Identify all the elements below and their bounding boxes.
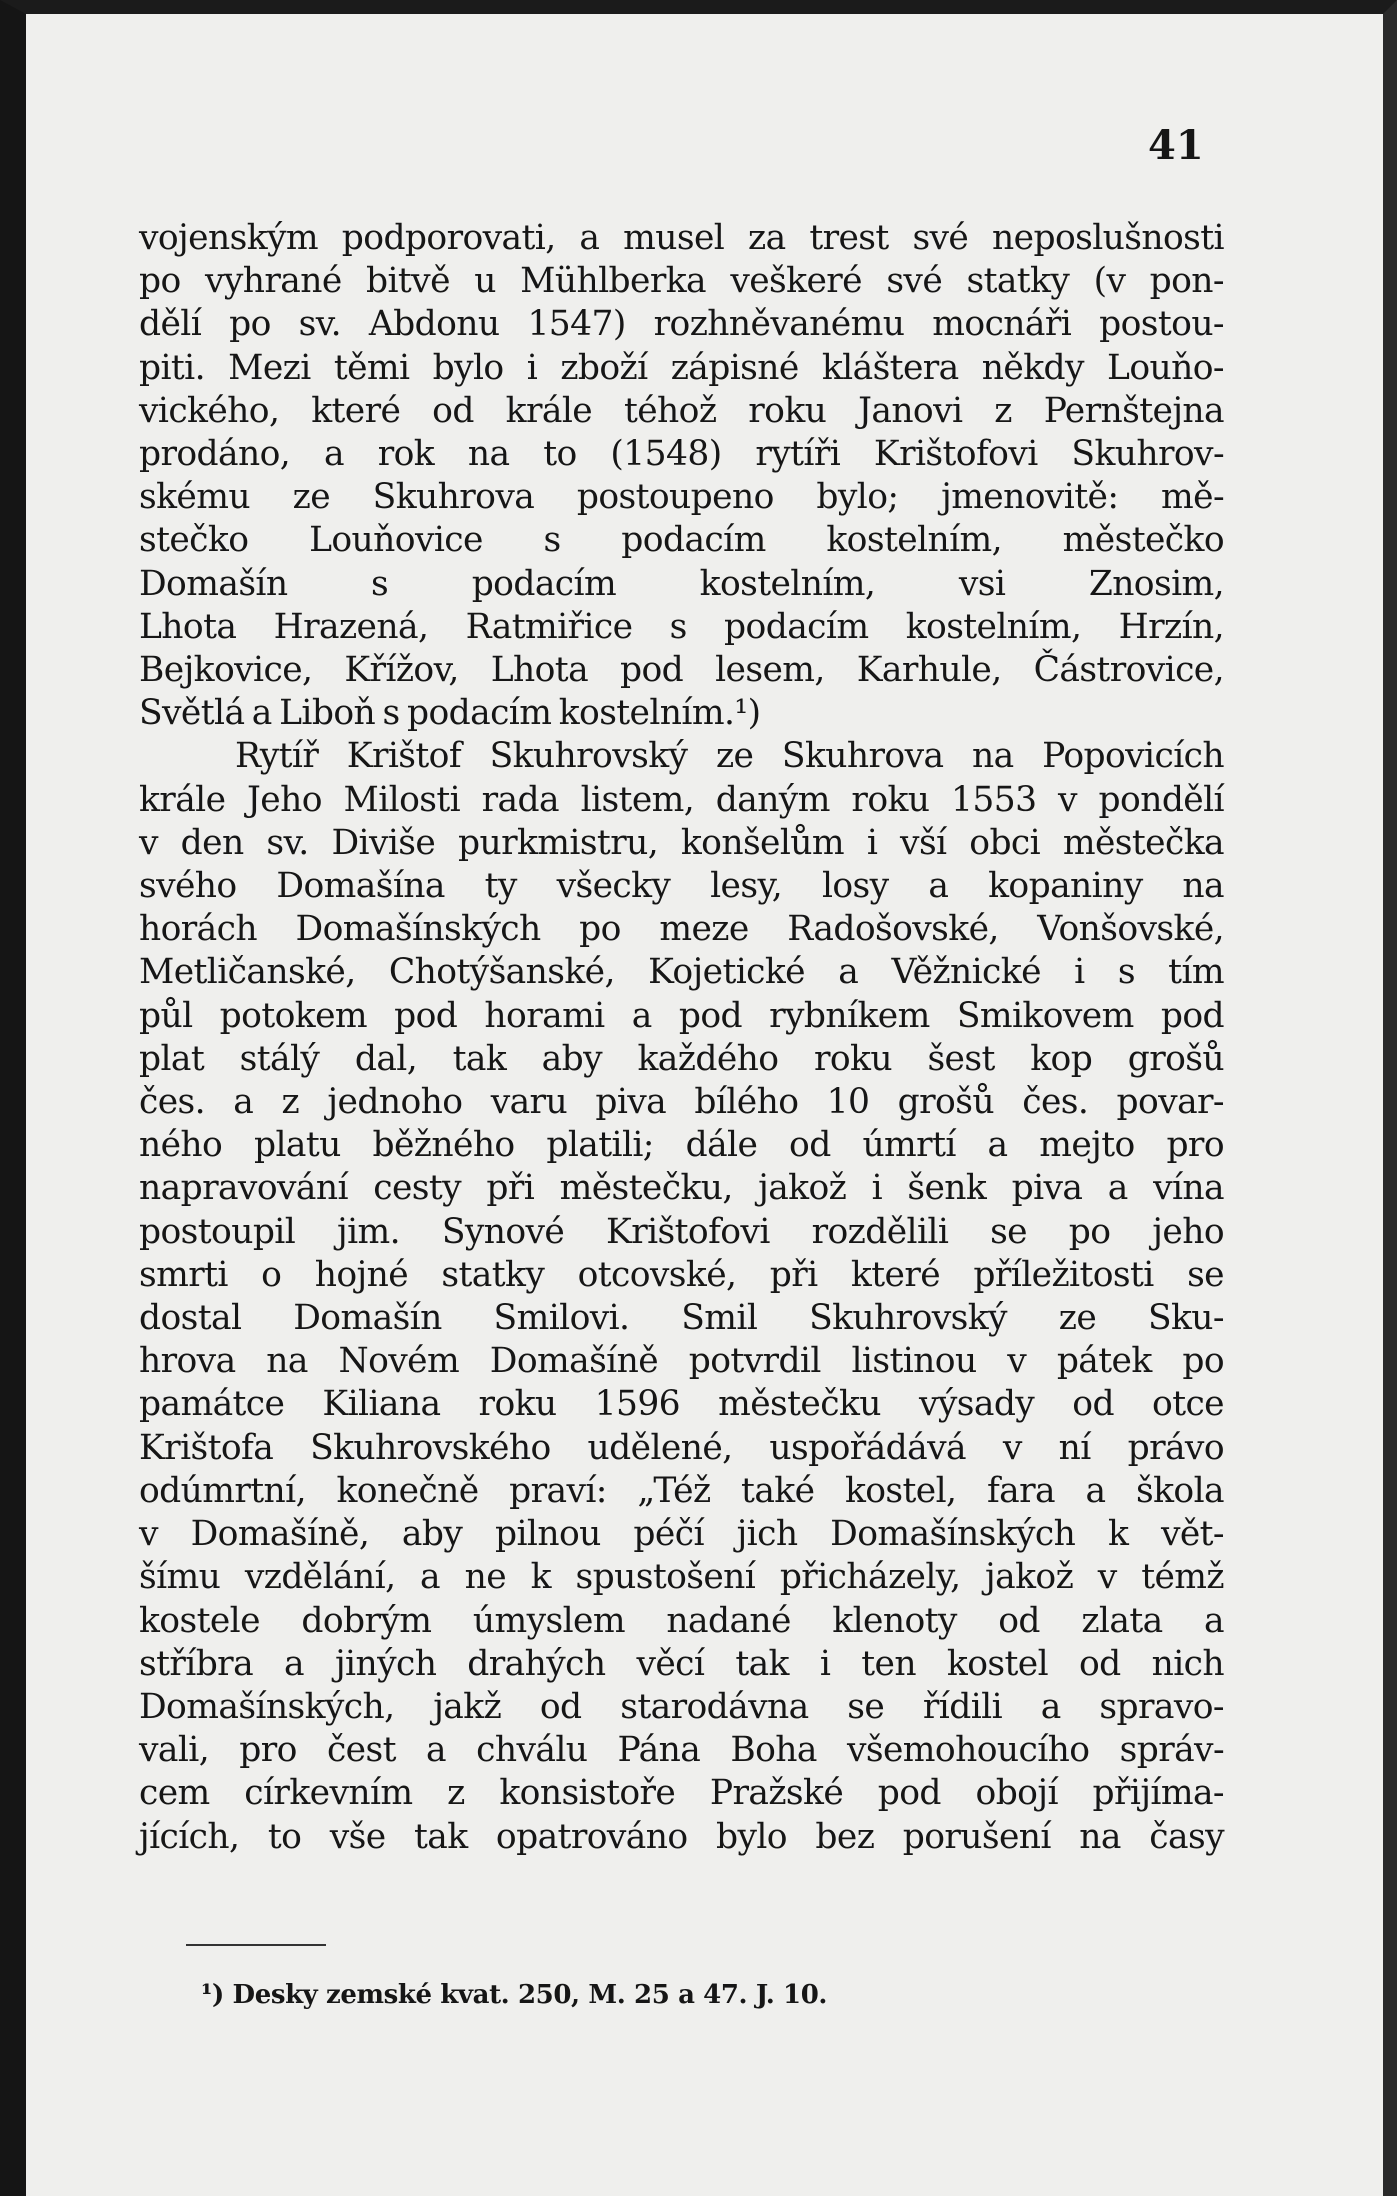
text-line: stříbra a jiných drahých věcí tak i ten kostel od nich <box>139 1643 1224 1684</box>
text-line: po vyhrané bitvě u Mühlberka veškeré své statky (v pon- <box>139 261 1224 302</box>
text-line: čes. a z jednoho varu piva bílého 10 grošů čes. povar- <box>139 1082 1224 1123</box>
text-line: postoupil jim. Synové Krištofovi rozdělili se po jeho <box>139 1211 1224 1252</box>
text-line: Domašín s podacím kostelním, vsi Znosim, <box>139 563 1224 604</box>
text-line: památce Kiliana roku 1596 městečku výsady od otce <box>139 1384 1224 1425</box>
text-line: odúmrtní, konečně praví: „Též také kostel, fara a škola <box>139 1470 1224 1511</box>
text-line: krále Jeho Milosti rada listem, daným roku 1553 v pondělí <box>139 779 1224 820</box>
text-line: Světlá a Liboň s podacím kostelním.¹) <box>139 693 761 734</box>
text-line: vického, které od krále téhož roku Janovi z Pernštejna <box>139 390 1224 431</box>
text-line: dostal Domašín Smilovi. Smil Skuhrovský ze Sku- <box>139 1298 1224 1339</box>
text-line: napravování cesty při městečku, jakož i šenk piva a vína <box>139 1168 1224 1209</box>
text-line: skému ze Skuhrova postoupeno bylo; jmenovitě: mě- <box>139 477 1224 518</box>
text-line: půl potokem pod horami a pod rybníkem Smikovem pod <box>139 995 1224 1036</box>
text-line: stečko Louňovice s podacím kostelním, městečko <box>139 520 1224 561</box>
text-line: kostele dobrým úmyslem nadané klenoty od zlata a <box>139 1600 1224 1641</box>
text-line: dělí po sv. Abdonu 1547) rozhněvanému mocnáři postou- <box>139 304 1224 345</box>
text-line: Bejkovice, Křížov, Lhota pod lesem, Karhule, Částrovice, <box>139 650 1224 691</box>
text-line: horách Domašínských po meze Radošovské, Vonšovské, <box>139 909 1224 950</box>
text-line: piti. Mezi těmi bylo i zboží zápisné kláštera někdy Louňo- <box>139 347 1224 388</box>
text-line: vojenským podporovati, a musel za trest své neposlušnosti <box>139 218 1224 258</box>
text-line: smrti o hojné statky otcovské, při které příležitosti se <box>139 1254 1224 1295</box>
text-line: Lhota Hrazená, Ratmiřice s podacím kostelním, Hrzín, <box>139 606 1224 647</box>
text-line: Krištofa Skuhrovského udělené, uspořádává v ní právo <box>139 1427 1224 1468</box>
text-line: Rytíř Krištof Skuhrovský ze Skuhrova na Popovicích <box>235 736 1224 777</box>
text-line: ného platu běžného platili; dále od úmrtí a mejto pro <box>139 1125 1224 1166</box>
text-line: svého Domašína ty všecky lesy, losy a kopaniny na <box>139 866 1224 907</box>
text-line: Domašínských, jakž od starodávna se řídili a spravo- <box>139 1686 1224 1727</box>
page-number: 41 <box>1148 122 1204 169</box>
text-line: Metličanské, Chotýšanské, Kojetické a Věžnické i s tím <box>139 952 1224 993</box>
text-line: v den sv. Diviše purkmistru, konšelům i vší obci městečka <box>139 822 1224 863</box>
text-line: v Domašíně, aby pilnou péčí jich Domašínských k vět- <box>139 1514 1224 1555</box>
text-line: prodáno, a rok na to (1548) rytíři Krištofovi Skuhrov- <box>139 434 1224 475</box>
footnote-divider <box>186 1944 326 1946</box>
text-line: vali, pro čest a chválu Pána Boha všemohoucího správ- <box>139 1730 1224 1771</box>
text-line: hrova na Novém Domašíně potvrdil listinou v pátek po <box>139 1341 1224 1382</box>
text-line: šímu vzdělání, a ne k spustošení přicházely, jakož v témž <box>139 1557 1224 1598</box>
text-line: cem církevním z konsistoře Pražské pod obojí přijíma- <box>139 1773 1224 1814</box>
text-line: jících, to vše tak opatrováno bylo bez porušení na časy <box>139 1816 1224 1857</box>
text-line: plat stálý dal, tak aby každého roku šest kop grošů <box>139 1038 1224 1079</box>
body-text <box>139 217 1224 1859</box>
footnote: ¹) Desky zemské kvat. 250, M. 25 a 47. J. 10. <box>201 1980 828 2010</box>
